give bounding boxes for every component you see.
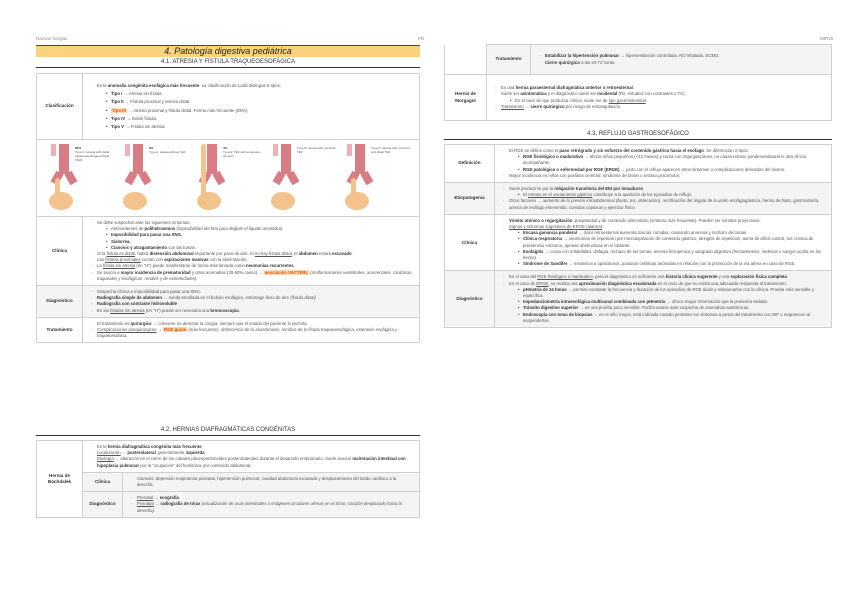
- atresia-type-a-figure: 8% Type A: atresia without TEF: [119, 142, 189, 214]
- section-title-hernias: 4.2. HERNIAS DIAFRAGMÁTICAS CONGÉNITAS: [36, 426, 420, 436]
- tratamiento-content: - El tratamiento es quirúrgico → conviene no demorar la cirugía, siempre que el estado del paciente lo permita. - Complicaciones posquirúrgicas → RGE grave (más frecuente), dehiscencia de la anastomosis, recidiva de la fístula traqueoesofágica, estenosis esofágica y traqueomalacia.: [83, 317, 420, 343]
- page-right: [424, 0, 848, 599]
- row-clinica-rge: Clínica - Vómito atónico o regurgitación, posprandial y de contenido alimentario (síntoma más frecuente). Pueden ser vómitos proyectivos. - Signos y síntomas sugestivos de ERGE (alarma): • Escasa ganancia ponderal → dolor retroesternal aumenta tras las comidas, causando anorexia y rechazo de tomas. • Clínica respiratoria → neumonías de repetición por microaspiración de contenido gástrico, laringitis de repetición, asma de difícil control, tos crónica de predominio nocturno, apneas obstructivas en el lactante. • Esofagitis → cursa con irritabilidad, disfagia, rechazo de las tomas, anemia ferropénica y sangrado digestivo (hematemesis, melenas o sangre oculta en las heces). • Síndrome de Sandifer → tendencia a opistótonos, posturas cefálicas anómalas en relación con la protección de la vía aérea en caso de RGE.: [445, 214, 832, 271]
- label-bochdalek-diagnostico: Diagnóstico: [83, 492, 123, 518]
- row-diagnostico-rge: Diagnóstico - En el caso del RGE fisiológico o madurativo, para el diagnóstico es suficiente una historia clínica sugerente y una exploración física completa. - En el caso de ERGE, se realiza una aproximación diagnóstica escalonada en el caso de que no exista una adecuada respuesta al tratamiento: • pHmetría de 24 horas → permite constatar la frecuencia y duración de los episodios de RGE ácido y relacionarlos con la clínica. Prueba más sensible y específica. • Impedanciometría intraesofágica multicanal combinada con pHmetría → ofrece mayor información que la pHmetría aislada. • Tránsito digestivo superior → es una prueba poco sensible. Podría usarse ante sospecha de anomalías anatómicas. • Endoscopia con toma de biopsias → en el niño mayor, está indicada cuando persisten los síntomas a pesar del tratamiento con IBP o reaparecen al suspenderlos.: [445, 271, 832, 328]
- clinica-content: - Se debe sospechar ante los siguientes síntomas: • Antecedentes de polihidramnios (imposibilidad del feto para deglutir el líquido amniótico). • Imposibilidad para pasar una SNG. • Sialorrea. • Cianosis y atragantamiento con las tomas. - Si la fístula es distal, habrá distensión abdominal importante por paso de aire. Si no hay fístula distal, el abdomen estará excavado. - Las fístulas proximales cursan con aspiraciones masivas con la alimentación. - La fístula sin atresia (en "H") puede manifestarse de forma más larvada como neumonías recurrentes. - Se asocia a mayor incidencia de prematuridad y otras anomalías (30-50% casos) → asociación VACTERL (malformaciones vertebrales, anorrectales, cardíacas, traqueales y esofágicas, renales y de extremidades).: [83, 217, 420, 286]
- row-bochdalek-clinica: Clínica - Cianosis, depresión respiratoria posnatal, hipertensión pulmonar, cavidad abdominal excavada y desplazamiento del latido cardíaco a la derecha.: [37, 472, 420, 491]
- row-tratamiento: [37, 317, 420, 343]
- label-clinica: Clínica: [37, 217, 83, 286]
- row-figures: [37, 140, 420, 217]
- hernias-table-continued: [444, 44, 832, 121]
- type-item: • Tipo V → Fístula sin atresia.: [91, 124, 413, 130]
- atresia-figure-strip: [37, 140, 419, 216]
- chapter-title: 4. Patología digestiva pediátrica: [36, 45, 420, 57]
- row-bochdalek-diagnostico: Diagnóstico - Prenatal → ecografía. - Posnatal → radiografía de tórax (visualización de asas intestinales o imágenes circulares aéreas en el tórax, corazón desplazado hacia la derecha).: [37, 492, 420, 518]
- atresia-type-e-figure: 4% Type E: TEF without atresia (H-type): [193, 142, 263, 214]
- label-clasificacion: Clasificación: [37, 74, 83, 140]
- atresia-type-c-figure: 86% Type C: atresia with distal tracheoesophageal fistula (TEF): [45, 142, 115, 214]
- hernias-table: [36, 440, 420, 518]
- type-item-highlighted: • Tipo III → Atresia proximal y fístula distal. Forma más frecuente (85%).: [91, 108, 413, 114]
- row-clinica: [37, 217, 420, 286]
- label-clinica-rge: Clínica: [445, 214, 495, 271]
- label-diagnostico-rge: Diagnóstico: [445, 271, 495, 328]
- vacterl-highlight: asociación VACTERL: [264, 269, 309, 275]
- header-code-left: PD: [418, 36, 425, 41]
- label-morgagni: Hernia de Morgagni: [445, 75, 487, 121]
- row-bochdalek-general: [37, 441, 420, 473]
- label-bochdalek-clinica: Clínica: [83, 472, 123, 491]
- label-diagnostico: Diagnóstico: [37, 286, 83, 318]
- rge-grave-highlight: RGE grave: [164, 327, 187, 333]
- type-item: • Tipo I → Atresia sin fístula.: [91, 91, 413, 97]
- label-bochdalek-tratamiento: Tratamiento: [487, 45, 531, 75]
- row-clasificacion: [37, 74, 420, 140]
- section-title-atresia: 4.1. ATRESIA Y FÍSTULA TRAQUEOESOFÁGICA: [36, 58, 420, 68]
- row-diagnostico: [37, 286, 420, 318]
- atresia-type-b-figure: Type B: atresia with proximal TEF: [267, 142, 337, 214]
- section-title-rge: 4.3. REFLUJO GASTROESOFÁGICO: [444, 130, 832, 140]
- type-item: • Tipo II → Fístula proximal y atresia distal.: [91, 99, 413, 105]
- label-definicion: Definición: [445, 145, 495, 183]
- header-code-right: MIR25: [820, 36, 834, 41]
- atresia-type-d-figure: Type D: atresia with proximal and distal TEF: [341, 142, 411, 214]
- label-tratamiento: Tratamiento: [37, 317, 83, 343]
- header-author: Razvan Gorgan: [36, 36, 68, 41]
- rge-table: [444, 144, 832, 328]
- diagnostico-content: - Sospecha clínica e imposibilidad para pasar una SNG. - Radiografía simple de abdomen → sonda enrollada en el bolsón esofágico, estómago lleno de aire (fístula distal) - Radiografía con contraste hidrosoluble - En las fístulas sin atresia (en "H") puede ser necesaria una broncoscopia.: [83, 286, 420, 318]
- label-bochdalek: Hernia de Bochdalek: [37, 441, 83, 518]
- row-etiopatogenia: Etiopatogenia - Suele producirse por la relajación transitoria del EEI por inmadurez. • El retraso en el vaciamiento gástrico contribuye a la aparición de los episodios de reflujo. - Otros factores → aumento de la presión intraabdominal (llanto, tos, defecación), rectificación del ángulo de la unión esofagogástrica, hernia de hiato, gastrostomía, atresia de esófago intervenida, comidas copiosas y ejercicio físico.: [445, 183, 832, 215]
- label-etiopatogenia: Etiopatogenia: [445, 183, 495, 215]
- type-item: • Tipo IV → Doble fístula.: [91, 116, 413, 122]
- morgagni-content: - Es una hernia paraesternal diafragmática anterior o retroesternal. - Suele ser asintomática y el diagnóstico suele ser incidental (Rx, estudios con contrastes o TC). • En el caso de que produzca clínica, suele ser de tipo gastrointestinal. - Tratamiento → cierre quirúrgico por riesgo de estrangulación.: [487, 75, 832, 121]
- row-morgagni: [445, 75, 832, 121]
- row-bochdalek-tratamiento: Tratamiento - Estabilizar la hipertensión pulmonar → hiperventilación controlada, NO inhalado, ECMO. - Cierre quirúrgico a las 24-72 horas.: [445, 45, 832, 75]
- bochdalek-content: - Es la hernia diafragmática congénita más frecuente. - Localización → posterolateral, generalmente izquierda. - Etiología → alteración en el cierre de los canales pleuroperitoneales posterolaterales durante el desarrollo embrionario. Suele asociar malrotación intestinal con hipoplasia pulmonar por la "ocupación" del hemitórax por contenido abdominal.: [83, 441, 420, 473]
- row-definicion: Definición - El RGE se define como el paso retrógrado y sin esfuerzo del contenido gástrico hacia el esófago. Se diferencian 2 tipos: • RGE fisiológico o madurativo → afecta niños pequeños (<12 meses) y cursa con regurgitaciones, no causa retraso ponderoestatural ni otra clínica acompañante. • RGE patológico o enfermedad por RGE (ERGE) → junto con el reflujo aparecen otros síntomas o complicaciones derivados del mismo. - Mayor incidencia en niños con parálisis cerebral, síndrome de Down o retraso psicomotor.: [445, 145, 832, 183]
- atresia-table: [36, 73, 420, 343]
- clasificacion-content: - Es la anomalía congénita esofágica más frecuente. La clasificación de Ladd distingue 5 tipos: • Tipo I → Atresia sin fístula. • Tipo II → Fístula proximal y atresia distal. • Tipo III → Atresia proximal y fístula distal. Forma más frecuente (85%). • Tipo IV → Doble fístula. • Tipo V → Fístula sin atresia.: [83, 74, 420, 140]
